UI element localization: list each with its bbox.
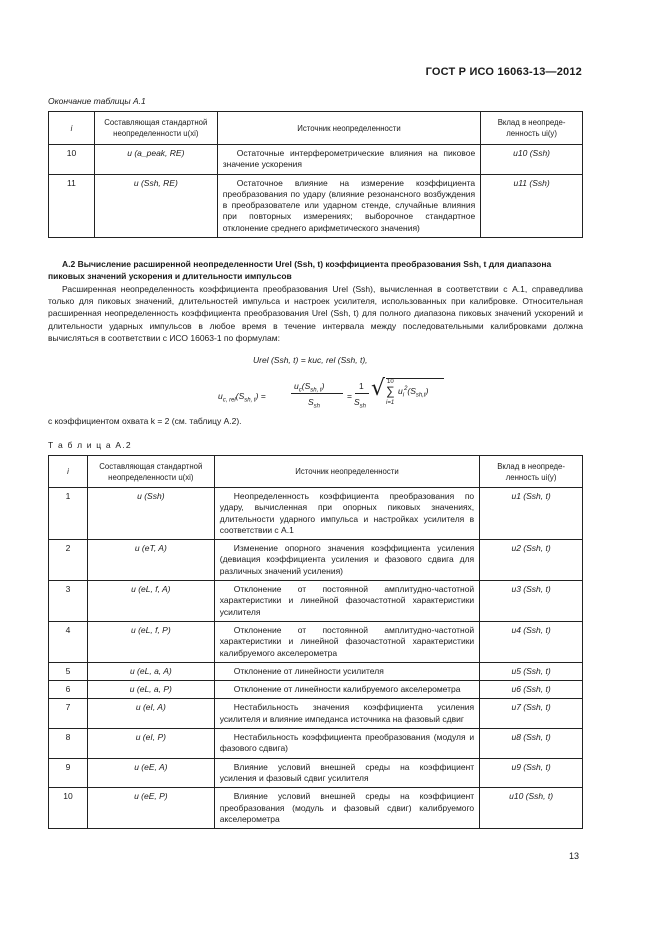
row-contribution: u7 (Ssh, t): [480, 699, 583, 729]
row-contribution: u1 (Ssh, t): [480, 488, 583, 540]
table1: [48, 111, 583, 238]
table-row: [49, 662, 583, 680]
row-component: u (eE, P): [87, 788, 214, 829]
row-index: 3: [49, 581, 88, 622]
row-component: u (eI, A): [87, 699, 214, 729]
row-source: Нестабильность коэффициента преобразования (модуля и фазового сдвига): [214, 729, 479, 759]
row-index: 1: [49, 488, 88, 540]
row-source: Нестабильность значения коэффициента усиления усилителя и влияние импеданса источника на фазовый сдвиг: [214, 699, 479, 729]
table-row: [49, 699, 583, 729]
row-index: 11: [49, 174, 95, 237]
col-header-contribution: Вклад в неопреде-ленность ui(y): [480, 456, 583, 488]
page-number: 13: [569, 851, 580, 861]
col-header-component: Составляющая стандартной неопределенности u(xi): [87, 456, 214, 488]
row-contribution: u4 (Ssh, t): [480, 621, 583, 662]
row-source: Остаточные интерферометрические влияния на пиковое значение ускорения: [217, 145, 480, 175]
row-contribution: u6 (Ssh, t): [480, 681, 583, 699]
col-header-index: i: [49, 456, 88, 488]
row-contribution: u10 (Ssh): [481, 145, 583, 175]
row-component: u (Ssh): [87, 488, 214, 540]
col-header-source: Источник неопределенности: [217, 112, 480, 145]
row-contribution: u10 (Ssh, t): [480, 788, 583, 829]
table2-caption: Т а б л и ц а А.2: [48, 440, 132, 450]
section-heading: А.2 Вычисление расширенной неопределенности Urel (Ssh, t) коэффициента преобразования Ssh, t для диапазона пиковых значений ускорения и длительности импульсов: [48, 259, 552, 281]
row-component: u (eL, f, P): [87, 621, 214, 662]
row-component: u (eL, f, A): [87, 581, 214, 622]
document-header: ГОСТ Р ИСО 16063-13—2012: [425, 66, 582, 78]
formula-expanded-uncertainty: Urel (Ssh, t) = kuc, rel (Ssh, t),: [253, 355, 368, 365]
coverage-factor-note: с коэффициентом охвата k = 2 (см. таблицу А.2).: [48, 416, 242, 426]
row-source: Отклонение от постоянной амплитудно-частотной характеристики и линейной фазочастотной характеристики калибруемого акселерометра: [214, 621, 479, 662]
col-header-contribution: Вклад в неопреде-ленность ui(y): [481, 112, 583, 145]
col-header-component: Составляющая стандартной неопределенности u(xi): [94, 112, 217, 145]
row-index: 10: [49, 788, 88, 829]
row-source: Влияние условий внешней среды на коэффициент преобразования (модуль и фазовый сдвиг) калибруемого акселерометра: [214, 788, 479, 829]
row-component: u (eI, P): [87, 729, 214, 759]
row-contribution: u8 (Ssh, t): [480, 729, 583, 759]
row-source: Остаточное влияние на измерение коэффициента преобразования по удару (влияние резонансного возбуждения в преобразователе или ударном стенде, случайные влияния при повторных измерениях; выборочное стандартное отклонение среднего арифметического значения): [217, 174, 480, 237]
row-component: u (a_peak, RE): [94, 145, 217, 175]
table-row: [49, 145, 583, 175]
table-row: [49, 788, 583, 829]
table-row: [49, 621, 583, 662]
row-index: 9: [49, 758, 88, 788]
table-row: [49, 581, 583, 622]
table-row: [49, 729, 583, 759]
row-source: Влияние условий внешней среды на коэффициент усиления и фазовый сдвиг усилителя: [214, 758, 479, 788]
table-row: [49, 758, 583, 788]
row-source: Отклонение от линейности усилителя: [214, 662, 479, 680]
row-source: Неопределенность коэффициента преобразования по удару, вычисленная при опорных пиковых значениях, длительности ударного импульса и настройках усилителя в соответствии с А.1: [214, 488, 479, 540]
row-contribution: u9 (Ssh, t): [480, 758, 583, 788]
col-header-index: i: [49, 112, 95, 145]
section-paragraph: Расширенная неопределенность коэффициента преобразования Urel (Ssh), вычисленная в соответствии с А.1, справедлива только для пиковых значений, длительностей импульса и настроек усилителя, использованных при калибровке. Относительная расширенная неопределенность коэффициента преобразования Urel (Ssh, t) для полного диапазона пиковых значений ускорений и длительности ударных импульсов в любое время в течение интервала между последовательными калибровками должна вычисляться в соответствии с ИСО 16063-1 по формулам:: [48, 284, 583, 343]
row-contribution: u2 (Ssh, t): [480, 540, 583, 581]
col-header-source: Источник неопределенности: [214, 456, 479, 488]
table-row: [49, 488, 583, 540]
row-component: u (Ssh, RE): [94, 174, 217, 237]
row-index: 2: [49, 540, 88, 581]
row-contribution: u3 (Ssh, t): [480, 581, 583, 622]
table-row: [49, 174, 583, 237]
row-component: u (eL, a, A): [87, 662, 214, 680]
row-component: u (eE, A): [87, 758, 214, 788]
row-contribution: u11 (Ssh): [481, 174, 583, 237]
row-index: 4: [49, 621, 88, 662]
row-index: 10: [49, 145, 95, 175]
row-index: 6: [49, 681, 88, 699]
row-component: u (eL, a, P): [87, 681, 214, 699]
row-component: u (eT, A): [87, 540, 214, 581]
row-source: Отклонение от постоянной амплитудно-частотной характеристики и линейной фазочастотной характеристики усилителя: [214, 581, 479, 622]
table-row: [49, 681, 583, 699]
row-index: 5: [49, 662, 88, 680]
row-index: 8: [49, 729, 88, 759]
formula-combined-uncertainty: $u_{c, rel}(S_{sh, t})$ = $u_c(S_{sh, t})$ $S_{sh}$ = 1 $S_{sh}$ √ 10 ∑ i=1 $u_i^2(S_{sh,t})$: [218, 378, 448, 412]
row-index: 7: [49, 699, 88, 729]
table-row: [49, 540, 583, 581]
row-source: Отклонение от линейности калибруемого акселерометра: [214, 681, 479, 699]
table1-caption: Окончание таблицы А.1: [48, 96, 146, 106]
table2: [48, 455, 583, 829]
row-contribution: u5 (Ssh, t): [480, 662, 583, 680]
row-source: Изменение опорного значения коэффициента усиления (девиация коэффициента усиления и фазового сдвига для различных значений усиления): [214, 540, 479, 581]
